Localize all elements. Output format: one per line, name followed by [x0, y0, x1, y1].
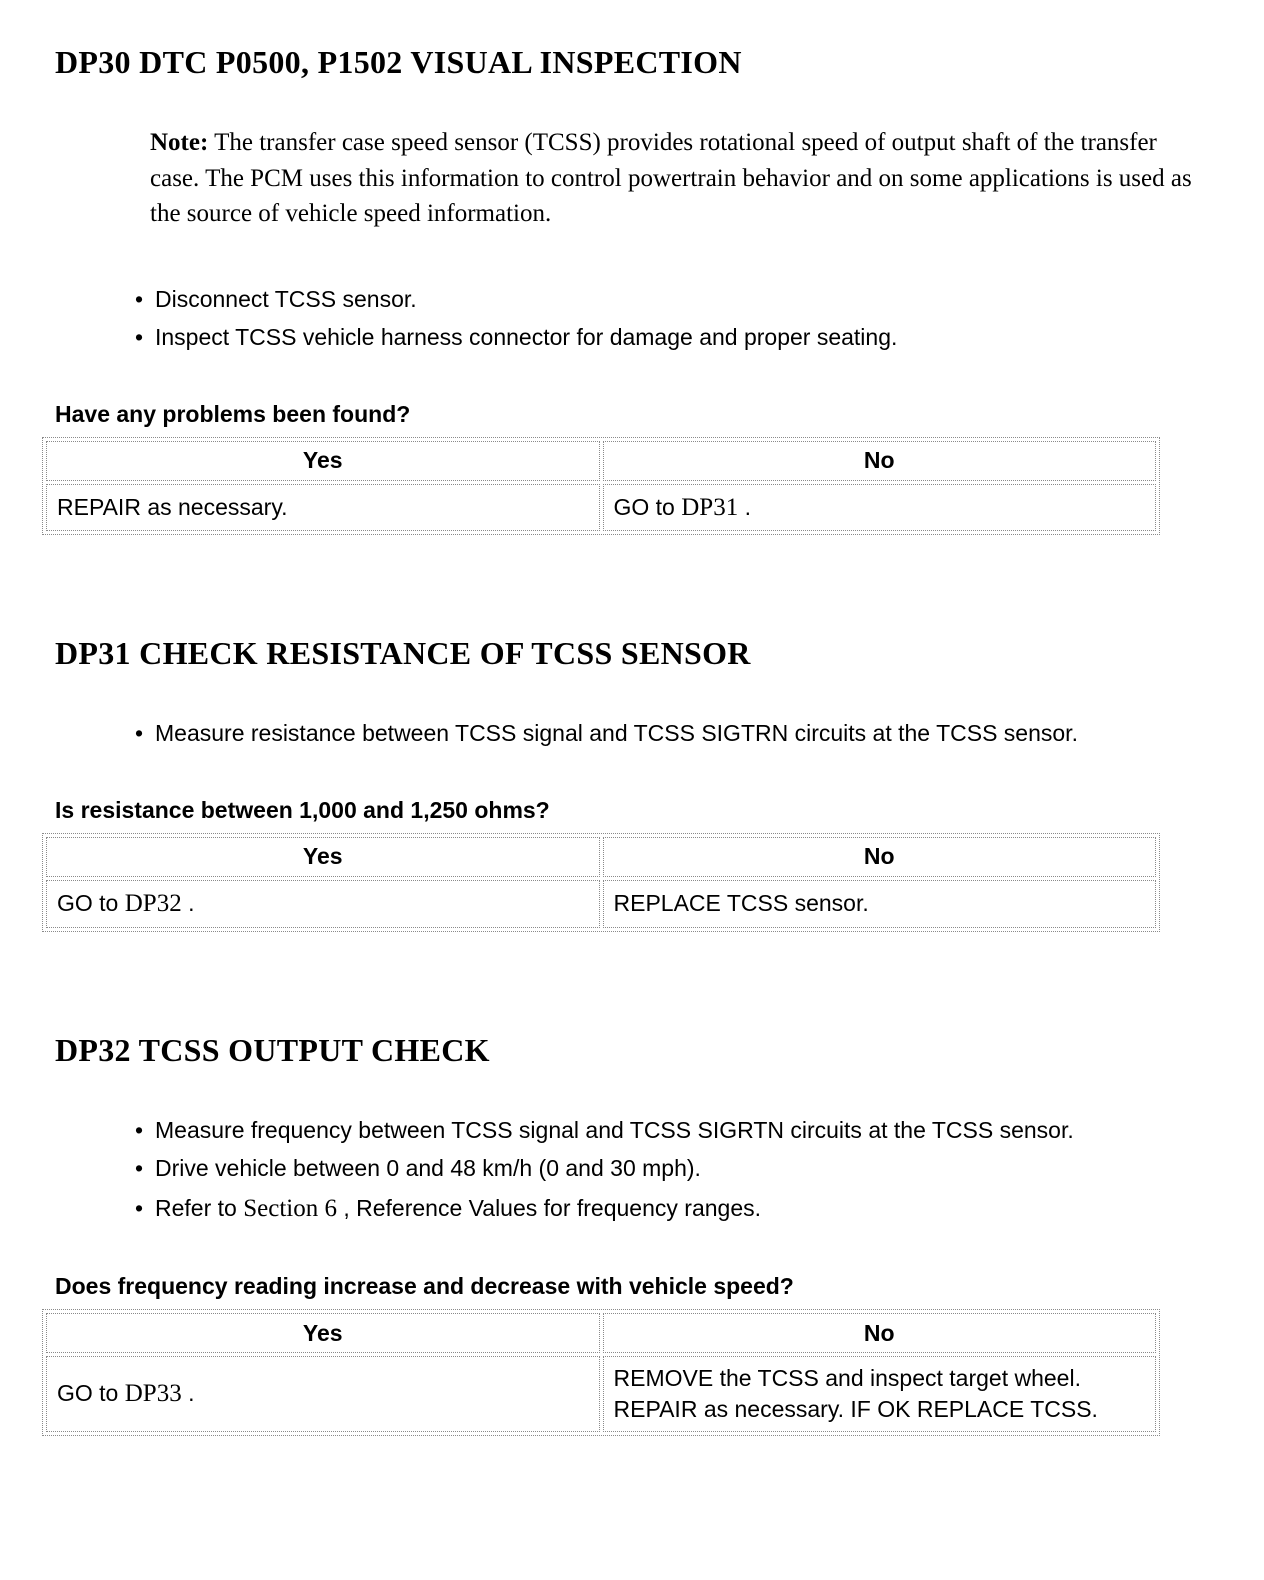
- bullet-text: Inspect TCSS vehicle harness connector for damage and proper seating.: [155, 324, 898, 350]
- no-column-header: No: [603, 441, 1157, 481]
- yes-action-cell: [46, 1356, 600, 1432]
- note-text: The transfer case speed sensor (TCSS) provides rotational speed of output shaft of the transfer case. The PCM uses this information to control powertrain behavior and on some applications is used as the source of vehicle speed information.: [150, 129, 1192, 227]
- section-dp32-title: DP32 TCSS OUTPUT CHECK: [55, 1031, 490, 1068]
- dp30-bullet-list: [135, 282, 1175, 355]
- dp30-note-paragraph: [150, 125, 1212, 232]
- section-dp30: [55, 44, 1212, 535]
- note-label: Note:: [150, 129, 209, 156]
- dp32-bullet-list: [135, 1113, 1175, 1228]
- bullet-text: Disconnect TCSS sensor.: [155, 285, 417, 312]
- go-to-suffix: .: [181, 889, 195, 916]
- no-column-header: No: [603, 1313, 1157, 1353]
- table-row: [46, 880, 1156, 928]
- go-to-text: GO to: [57, 1380, 125, 1407]
- section-dp32: [55, 1032, 1212, 1437]
- no-action-cell: [603, 484, 1157, 532]
- dp31-decision-table: [42, 833, 1160, 932]
- bullet-icon: •: [135, 324, 144, 350]
- bullet-text: Drive vehicle between 0 and 48 km/h (0 and 30 mph).: [155, 1155, 701, 1181]
- dp30-decision-table: [42, 437, 1160, 536]
- bullet-item: [135, 1151, 1175, 1186]
- bullet-icon: •: [135, 720, 144, 747]
- dp32-question: Does frequency reading increase and decrease with vehicle speed?: [55, 1273, 794, 1299]
- link-dp33[interactable]: DP33: [124, 1380, 182, 1408]
- section-dp31-title: DP31 CHECK RESISTANCE OF TCSS SENSOR: [55, 635, 751, 672]
- yes-column-header: Yes: [46, 1313, 600, 1353]
- yes-action-cell: REPAIR as necessary.: [46, 484, 600, 532]
- bullet-text: Measure frequency between TCSS signal and TCSS SIGRTN circuits at the TCSS sensor.: [155, 1116, 1074, 1143]
- table-row: [46, 1356, 1156, 1432]
- go-to-suffix: .: [738, 493, 751, 520]
- section-dp31: [55, 635, 1212, 931]
- bullet-icon: •: [135, 285, 144, 312]
- go-to-text: GO to: [57, 889, 125, 916]
- dp32-decision-table: [42, 1309, 1160, 1436]
- bullet-icon: •: [135, 1155, 144, 1181]
- table-row: [46, 484, 1156, 532]
- section-dp30-title: DP30 DTC P0500, P1502 VISUAL INSPECTION: [55, 44, 742, 80]
- no-action-cell: REMOVE the TCSS and inspect target wheel. REPAIR as necessary. IF OK REPLACE TCSS.: [603, 1356, 1157, 1432]
- dp31-bullet-list: [135, 716, 1175, 751]
- bullet-item: [135, 1113, 1175, 1148]
- bullet-item: [135, 1190, 1175, 1228]
- bullet-item: [135, 320, 1175, 355]
- bullet-icon: •: [135, 1116, 144, 1143]
- link-dp31[interactable]: DP31: [681, 493, 739, 521]
- bullet-icon: •: [135, 1194, 144, 1221]
- dp30-question: Have any problems been found?: [55, 400, 411, 427]
- link-dp32[interactable]: DP32: [124, 889, 182, 917]
- bullet-item: [135, 282, 1175, 317]
- yes-action-cell: [46, 880, 600, 928]
- yes-column-header: Yes: [46, 837, 600, 877]
- go-to-text: GO to: [613, 493, 682, 520]
- table-header-row: [46, 837, 1156, 877]
- bullet-item: [135, 716, 1175, 751]
- bullet-text: Refer to: [155, 1194, 244, 1221]
- no-column-header: No: [603, 837, 1157, 877]
- link-section-6[interactable]: Section 6: [243, 1194, 337, 1222]
- table-header-row: [46, 1313, 1156, 1353]
- bullet-text-suffix: , Reference Values for frequency ranges.: [336, 1194, 761, 1221]
- bullet-text: Measure resistance between TCSS signal and TCSS SIGTRN circuits at the TCSS sensor.: [155, 720, 1078, 747]
- yes-column-header: Yes: [46, 441, 600, 481]
- dp31-question: Is resistance between 1,000 and 1,250 ohms?: [55, 796, 550, 823]
- no-action-cell: REPLACE TCSS sensor.: [603, 880, 1157, 928]
- table-header-row: [46, 441, 1156, 481]
- go-to-suffix: .: [181, 1380, 195, 1407]
